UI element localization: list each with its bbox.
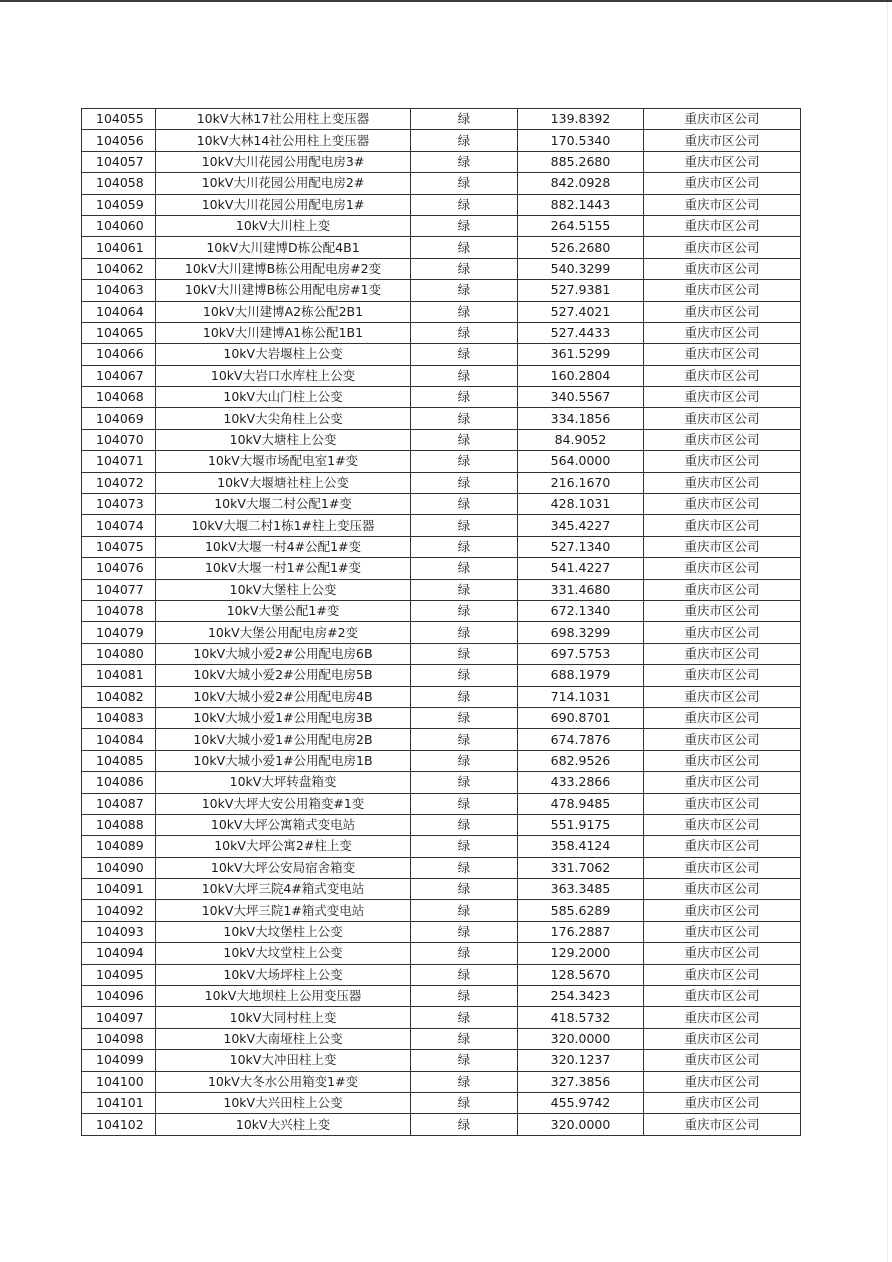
cell-value: 527.9381 xyxy=(518,280,644,301)
cell-value: 564.0000 xyxy=(518,451,644,472)
cell-id: 104076 xyxy=(82,558,156,579)
cell-level: 绿 xyxy=(411,986,518,1007)
cell-unit: 重庆市区公司 xyxy=(644,750,801,771)
table-row xyxy=(82,344,801,365)
cell-id: 104102 xyxy=(82,1114,156,1135)
cell-level: 绿 xyxy=(411,451,518,472)
cell-unit: 重庆市区公司 xyxy=(644,558,801,579)
cell-unit: 重庆市区公司 xyxy=(644,729,801,750)
cell-level: 绿 xyxy=(411,814,518,835)
cell-unit: 重庆市区公司 xyxy=(644,301,801,322)
cell-unit: 重庆市区公司 xyxy=(644,814,801,835)
cell-name: 10kV大堡公用配电房#2变 xyxy=(156,622,411,643)
cell-level: 绿 xyxy=(411,558,518,579)
cell-level: 绿 xyxy=(411,921,518,942)
cell-name: 10kV大川建博B栋公用配电房#2变 xyxy=(156,258,411,279)
cell-name: 10kV大川花园公用配电房2# xyxy=(156,173,411,194)
cell-id: 104099 xyxy=(82,1050,156,1071)
cell-value: 478.9485 xyxy=(518,793,644,814)
cell-value: 327.3856 xyxy=(518,1071,644,1092)
cell-name: 10kV大川柱上变 xyxy=(156,215,411,236)
cell-name: 10kV大冬水公用箱变1#变 xyxy=(156,1071,411,1092)
cell-level: 绿 xyxy=(411,344,518,365)
table-row xyxy=(82,836,801,857)
cell-unit: 重庆市区公司 xyxy=(644,387,801,408)
cell-unit: 重庆市区公司 xyxy=(644,1050,801,1071)
cell-value: 585.6289 xyxy=(518,900,644,921)
table-row xyxy=(82,857,801,878)
cell-id: 104062 xyxy=(82,258,156,279)
cell-unit: 重庆市区公司 xyxy=(644,1071,801,1092)
cell-level: 绿 xyxy=(411,494,518,515)
cell-value: 885.2680 xyxy=(518,151,644,172)
table-row xyxy=(82,1007,801,1028)
cell-id: 104093 xyxy=(82,921,156,942)
table-row xyxy=(82,472,801,493)
cell-value: 345.4227 xyxy=(518,515,644,536)
cell-unit: 重庆市区公司 xyxy=(644,964,801,985)
table-row xyxy=(82,622,801,643)
cell-unit: 重庆市区公司 xyxy=(644,879,801,900)
cell-name: 10kV大堰二村1栋1#柱上变压器 xyxy=(156,515,411,536)
cell-id: 104058 xyxy=(82,173,156,194)
cell-id: 104100 xyxy=(82,1071,156,1092)
cell-id: 104088 xyxy=(82,814,156,835)
cell-id: 104079 xyxy=(82,622,156,643)
cell-value: 551.9175 xyxy=(518,814,644,835)
cell-name: 10kV大场坪柱上公变 xyxy=(156,964,411,985)
cell-level: 绿 xyxy=(411,215,518,236)
cell-unit: 重庆市区公司 xyxy=(644,429,801,450)
cell-level: 绿 xyxy=(411,109,518,130)
cell-unit: 重庆市区公司 xyxy=(644,151,801,172)
cell-level: 绿 xyxy=(411,836,518,857)
cell-id: 104082 xyxy=(82,686,156,707)
cell-value: 541.4227 xyxy=(518,558,644,579)
cell-id: 104073 xyxy=(82,494,156,515)
cell-value: 361.5299 xyxy=(518,344,644,365)
cell-id: 104083 xyxy=(82,707,156,728)
transformer-table xyxy=(81,108,801,1136)
cell-unit: 重庆市区公司 xyxy=(644,408,801,429)
cell-value: 331.4680 xyxy=(518,579,644,600)
table-row xyxy=(82,408,801,429)
table-row xyxy=(82,986,801,1007)
table-row xyxy=(82,494,801,515)
cell-value: 688.1979 xyxy=(518,665,644,686)
cell-unit: 重庆市区公司 xyxy=(644,772,801,793)
table-row xyxy=(82,258,801,279)
cell-unit: 重庆市区公司 xyxy=(644,536,801,557)
cell-value: 842.0928 xyxy=(518,173,644,194)
cell-value: 334.1856 xyxy=(518,408,644,429)
cell-unit: 重庆市区公司 xyxy=(644,515,801,536)
cell-level: 绿 xyxy=(411,750,518,771)
cell-unit: 重庆市区公司 xyxy=(644,322,801,343)
cell-value: 682.9526 xyxy=(518,750,644,771)
cell-level: 绿 xyxy=(411,408,518,429)
cell-name: 10kV大城小爱1#公用配电房3B xyxy=(156,707,411,728)
cell-name: 10kV大坪公安局宿舍箱变 xyxy=(156,857,411,878)
cell-value: 331.7062 xyxy=(518,857,644,878)
page-right-edge xyxy=(887,2,888,1262)
cell-name: 10kV大堡公配1#变 xyxy=(156,600,411,621)
cell-value: 418.5732 xyxy=(518,1007,644,1028)
cell-value: 84.9052 xyxy=(518,429,644,450)
cell-value: 170.5340 xyxy=(518,130,644,151)
cell-level: 绿 xyxy=(411,622,518,643)
cell-value: 320.0000 xyxy=(518,1114,644,1135)
cell-unit: 重庆市区公司 xyxy=(644,451,801,472)
cell-unit: 重庆市区公司 xyxy=(644,472,801,493)
table-row xyxy=(82,729,801,750)
cell-unit: 重庆市区公司 xyxy=(644,600,801,621)
cell-value: 428.1031 xyxy=(518,494,644,515)
cell-id: 104061 xyxy=(82,237,156,258)
table-row xyxy=(82,900,801,921)
cell-id: 104056 xyxy=(82,130,156,151)
table-row xyxy=(82,814,801,835)
cell-unit: 重庆市区公司 xyxy=(644,643,801,664)
cell-unit: 重庆市区公司 xyxy=(644,1092,801,1113)
cell-level: 绿 xyxy=(411,280,518,301)
table-row xyxy=(82,707,801,728)
cell-level: 绿 xyxy=(411,665,518,686)
cell-id: 104091 xyxy=(82,879,156,900)
cell-name: 10kV大林14社公用柱上变压器 xyxy=(156,130,411,151)
cell-unit: 重庆市区公司 xyxy=(644,943,801,964)
cell-unit: 重庆市区公司 xyxy=(644,1007,801,1028)
cell-value: 320.0000 xyxy=(518,1028,644,1049)
cell-name: 10kV大川建博D栋公配4B1 xyxy=(156,237,411,258)
table-row xyxy=(82,1050,801,1071)
cell-level: 绿 xyxy=(411,429,518,450)
cell-name: 10kV大川建博A2栋公配2B1 xyxy=(156,301,411,322)
cell-unit: 重庆市区公司 xyxy=(644,707,801,728)
cell-value: 527.1340 xyxy=(518,536,644,557)
cell-level: 绿 xyxy=(411,1071,518,1092)
cell-name: 10kV大城小爱1#公用配电房1B xyxy=(156,750,411,771)
cell-name: 10kV大堰二村公配1#变 xyxy=(156,494,411,515)
table-row xyxy=(82,194,801,215)
table-row xyxy=(82,365,801,386)
cell-name: 10kV大坟堡柱上公变 xyxy=(156,921,411,942)
cell-unit: 重庆市区公司 xyxy=(644,921,801,942)
table-row xyxy=(82,515,801,536)
cell-value: 714.1031 xyxy=(518,686,644,707)
table-row xyxy=(82,1114,801,1135)
cell-id: 104063 xyxy=(82,280,156,301)
table-row xyxy=(82,109,801,130)
cell-level: 绿 xyxy=(411,1114,518,1135)
cell-value: 320.1237 xyxy=(518,1050,644,1071)
cell-name: 10kV大川建博A1栋公配1B1 xyxy=(156,322,411,343)
cell-level: 绿 xyxy=(411,686,518,707)
cell-id: 104066 xyxy=(82,344,156,365)
cell-level: 绿 xyxy=(411,1050,518,1071)
table-row xyxy=(82,151,801,172)
cell-value: 526.2680 xyxy=(518,237,644,258)
table-row xyxy=(82,1071,801,1092)
cell-name: 10kV大岩口水库柱上公变 xyxy=(156,365,411,386)
cell-value: 358.4124 xyxy=(518,836,644,857)
cell-name: 10kV大地坝柱上公用变压器 xyxy=(156,986,411,1007)
table-row xyxy=(82,215,801,236)
cell-value: 698.3299 xyxy=(518,622,644,643)
cell-name: 10kV大坪公寓2#柱上变 xyxy=(156,836,411,857)
cell-value: 139.8392 xyxy=(518,109,644,130)
cell-name: 10kV大岩堰柱上公变 xyxy=(156,344,411,365)
cell-id: 104087 xyxy=(82,793,156,814)
cell-name: 10kV大兴柱上变 xyxy=(156,1114,411,1135)
cell-level: 绿 xyxy=(411,1092,518,1113)
table-row xyxy=(82,665,801,686)
cell-level: 绿 xyxy=(411,857,518,878)
table-row xyxy=(82,1092,801,1113)
table-row xyxy=(82,1028,801,1049)
cell-name: 10kV大兴田柱上公变 xyxy=(156,1092,411,1113)
cell-id: 104071 xyxy=(82,451,156,472)
cell-name: 10kV大城小爱1#公用配电房2B xyxy=(156,729,411,750)
table-row xyxy=(82,793,801,814)
cell-id: 104084 xyxy=(82,729,156,750)
cell-unit: 重庆市区公司 xyxy=(644,686,801,707)
cell-level: 绿 xyxy=(411,729,518,750)
cell-name: 10kV大川建博B栋公用配电房#1变 xyxy=(156,280,411,301)
table-row xyxy=(82,536,801,557)
cell-unit: 重庆市区公司 xyxy=(644,1114,801,1135)
cell-level: 绿 xyxy=(411,322,518,343)
cell-level: 绿 xyxy=(411,301,518,322)
table-row xyxy=(82,130,801,151)
cell-value: 129.2000 xyxy=(518,943,644,964)
cell-id: 104101 xyxy=(82,1092,156,1113)
cell-level: 绿 xyxy=(411,879,518,900)
table-row xyxy=(82,451,801,472)
cell-name: 10kV大同村柱上变 xyxy=(156,1007,411,1028)
cell-unit: 重庆市区公司 xyxy=(644,665,801,686)
cell-level: 绿 xyxy=(411,793,518,814)
cell-id: 104074 xyxy=(82,515,156,536)
cell-name: 10kV大山门柱上公变 xyxy=(156,387,411,408)
cell-level: 绿 xyxy=(411,536,518,557)
table-row xyxy=(82,964,801,985)
table-row xyxy=(82,750,801,771)
cell-name: 10kV大坪三院1#箱式变电站 xyxy=(156,900,411,921)
cell-name: 10kV大堰一村1#公配1#变 xyxy=(156,558,411,579)
table-row xyxy=(82,280,801,301)
table-body xyxy=(82,109,801,1136)
cell-unit: 重庆市区公司 xyxy=(644,194,801,215)
cell-level: 绿 xyxy=(411,130,518,151)
cell-value: 540.3299 xyxy=(518,258,644,279)
cell-unit: 重庆市区公司 xyxy=(644,215,801,236)
table-row xyxy=(82,643,801,664)
cell-unit: 重庆市区公司 xyxy=(644,622,801,643)
cell-name: 10kV大坪转盘箱变 xyxy=(156,772,411,793)
cell-level: 绿 xyxy=(411,194,518,215)
cell-level: 绿 xyxy=(411,643,518,664)
cell-unit: 重庆市区公司 xyxy=(644,109,801,130)
cell-value: 254.3423 xyxy=(518,986,644,1007)
table-row xyxy=(82,558,801,579)
cell-value: 527.4433 xyxy=(518,322,644,343)
cell-name: 10kV大林17社公用柱上变压器 xyxy=(156,109,411,130)
cell-id: 104078 xyxy=(82,600,156,621)
cell-level: 绿 xyxy=(411,387,518,408)
cell-name: 10kV大南垭柱上公变 xyxy=(156,1028,411,1049)
cell-name: 10kV大冲田柱上变 xyxy=(156,1050,411,1071)
cell-level: 绿 xyxy=(411,707,518,728)
cell-id: 104059 xyxy=(82,194,156,215)
cell-id: 104057 xyxy=(82,151,156,172)
cell-level: 绿 xyxy=(411,237,518,258)
cell-unit: 重庆市区公司 xyxy=(644,900,801,921)
table-row xyxy=(82,301,801,322)
cell-value: 697.5753 xyxy=(518,643,644,664)
cell-unit: 重庆市区公司 xyxy=(644,173,801,194)
cell-unit: 重庆市区公司 xyxy=(644,344,801,365)
cell-unit: 重庆市区公司 xyxy=(644,280,801,301)
cell-unit: 重庆市区公司 xyxy=(644,986,801,1007)
table-row xyxy=(82,387,801,408)
cell-name: 10kV大堰市场配电室1#变 xyxy=(156,451,411,472)
cell-level: 绿 xyxy=(411,1028,518,1049)
cell-unit: 重庆市区公司 xyxy=(644,237,801,258)
cell-value: 128.5670 xyxy=(518,964,644,985)
cell-value: 433.2866 xyxy=(518,772,644,793)
cell-name: 10kV大坪大安公用箱变#1变 xyxy=(156,793,411,814)
table-row xyxy=(82,173,801,194)
cell-id: 104081 xyxy=(82,665,156,686)
cell-name: 10kV大城小爱2#公用配电房6B xyxy=(156,643,411,664)
cell-value: 216.1670 xyxy=(518,472,644,493)
cell-id: 104096 xyxy=(82,986,156,1007)
cell-name: 10kV大坪公寓箱式变电站 xyxy=(156,814,411,835)
cell-unit: 重庆市区公司 xyxy=(644,1028,801,1049)
cell-id: 104060 xyxy=(82,215,156,236)
cell-id: 104097 xyxy=(82,1007,156,1028)
cell-id: 104072 xyxy=(82,472,156,493)
cell-value: 455.9742 xyxy=(518,1092,644,1113)
cell-name: 10kV大堡柱上公变 xyxy=(156,579,411,600)
cell-level: 绿 xyxy=(411,600,518,621)
cell-id: 104064 xyxy=(82,301,156,322)
cell-level: 绿 xyxy=(411,472,518,493)
table-row xyxy=(82,429,801,450)
cell-value: 176.2887 xyxy=(518,921,644,942)
cell-value: 160.2804 xyxy=(518,365,644,386)
cell-value: 264.5155 xyxy=(518,215,644,236)
cell-id: 104080 xyxy=(82,643,156,664)
table-row xyxy=(82,772,801,793)
cell-id: 104098 xyxy=(82,1028,156,1049)
cell-level: 绿 xyxy=(411,151,518,172)
cell-level: 绿 xyxy=(411,943,518,964)
cell-id: 104077 xyxy=(82,579,156,600)
cell-unit: 重庆市区公司 xyxy=(644,258,801,279)
cell-id: 104065 xyxy=(82,322,156,343)
cell-level: 绿 xyxy=(411,1007,518,1028)
cell-name: 10kV大坟堂柱上公变 xyxy=(156,943,411,964)
cell-name: 10kV大堰塘社柱上公变 xyxy=(156,472,411,493)
cell-id: 104075 xyxy=(82,536,156,557)
cell-name: 10kV大城小爱2#公用配电房4B xyxy=(156,686,411,707)
cell-value: 672.1340 xyxy=(518,600,644,621)
cell-name: 10kV大塘柱上公变 xyxy=(156,429,411,450)
cell-level: 绿 xyxy=(411,258,518,279)
cell-value: 340.5567 xyxy=(518,387,644,408)
cell-level: 绿 xyxy=(411,900,518,921)
cell-id: 104069 xyxy=(82,408,156,429)
cell-level: 绿 xyxy=(411,515,518,536)
cell-value: 527.4021 xyxy=(518,301,644,322)
cell-unit: 重庆市区公司 xyxy=(644,836,801,857)
table-row xyxy=(82,943,801,964)
cell-unit: 重庆市区公司 xyxy=(644,793,801,814)
cell-id: 104092 xyxy=(82,900,156,921)
cell-level: 绿 xyxy=(411,365,518,386)
cell-unit: 重庆市区公司 xyxy=(644,857,801,878)
cell-id: 104068 xyxy=(82,387,156,408)
cell-id: 104067 xyxy=(82,365,156,386)
table-row xyxy=(82,686,801,707)
cell-id: 104094 xyxy=(82,943,156,964)
table-row xyxy=(82,237,801,258)
cell-name: 10kV大川花园公用配电房1# xyxy=(156,194,411,215)
table-row xyxy=(82,921,801,942)
cell-name: 10kV大堰一村4#公配1#变 xyxy=(156,536,411,557)
cell-id: 104070 xyxy=(82,429,156,450)
cell-level: 绿 xyxy=(411,579,518,600)
cell-id: 104089 xyxy=(82,836,156,857)
cell-value: 882.1443 xyxy=(518,194,644,215)
cell-value: 690.8701 xyxy=(518,707,644,728)
cell-id: 104086 xyxy=(82,772,156,793)
cell-id: 104055 xyxy=(82,109,156,130)
page-top-border xyxy=(0,0,892,2)
cell-name: 10kV大城小爱2#公用配电房5B xyxy=(156,665,411,686)
cell-name: 10kV大川花园公用配电房3# xyxy=(156,151,411,172)
cell-id: 104095 xyxy=(82,964,156,985)
table-row xyxy=(82,579,801,600)
cell-name: 10kV大坪三院4#箱式变电站 xyxy=(156,879,411,900)
cell-value: 363.3485 xyxy=(518,879,644,900)
cell-id: 104085 xyxy=(82,750,156,771)
cell-unit: 重庆市区公司 xyxy=(644,130,801,151)
cell-level: 绿 xyxy=(411,964,518,985)
cell-unit: 重庆市区公司 xyxy=(644,494,801,515)
cell-value: 674.7876 xyxy=(518,729,644,750)
cell-unit: 重庆市区公司 xyxy=(644,365,801,386)
table-row xyxy=(82,322,801,343)
cell-unit: 重庆市区公司 xyxy=(644,579,801,600)
cell-id: 104090 xyxy=(82,857,156,878)
cell-level: 绿 xyxy=(411,772,518,793)
cell-level: 绿 xyxy=(411,173,518,194)
table-row xyxy=(82,879,801,900)
cell-name: 10kV大尖角柱上公变 xyxy=(156,408,411,429)
table-row xyxy=(82,600,801,621)
